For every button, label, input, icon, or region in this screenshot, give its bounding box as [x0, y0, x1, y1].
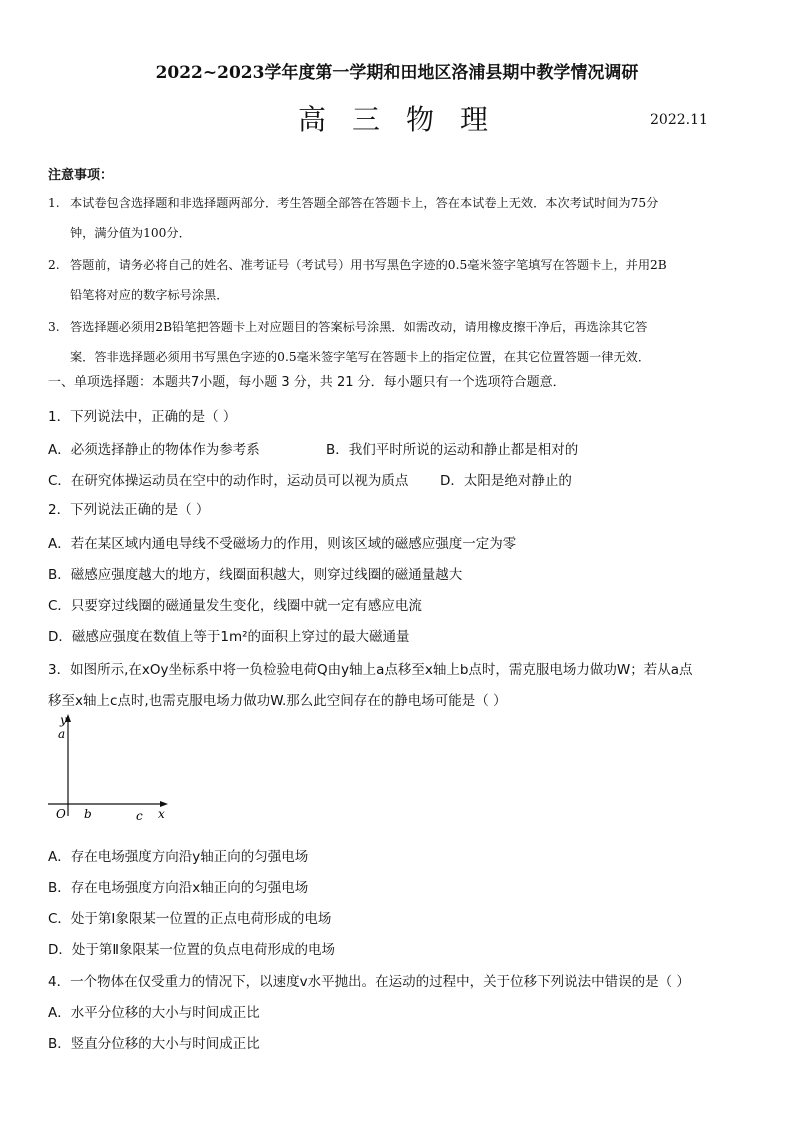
notice-number: 3.: [48, 320, 60, 334]
section-heading: 一、单项选择题：本题共7小题，每小题 3 分，共 21 分．每小题只有一个选项符合题意．: [48, 375, 566, 390]
notice-item: [48, 188, 748, 248]
point-c-label: c: [136, 809, 143, 823]
exam-title: 2022~2023学年度第一学期和田地区洛浦县期中教学情况调研: [155, 63, 639, 83]
option-a: A．必须选择静止的物体作为参考系: [48, 442, 260, 458]
option-a: A．存在电场强度方向沿y轴正向的匀强电场: [48, 849, 309, 865]
notice-number: 1.: [48, 196, 60, 210]
point-a-label: a: [58, 727, 66, 741]
notice-text-cont: 钟，满分值为100分．: [70, 226, 191, 240]
coordinate-figure: [44, 712, 174, 836]
notice-item: [48, 250, 748, 310]
option-c: C．在研究体操运动员在空中的动作时，运动员可以视为质点: [48, 473, 409, 489]
option-a: A．水平分位移的大小与时间成正比: [48, 1005, 260, 1021]
y-label: y: [60, 713, 67, 727]
option-b: B．竖直分位移的大小与时间成正比: [48, 1036, 260, 1052]
option-d: D．处于第Ⅱ象限某一位置的负点电荷形成的电场: [48, 942, 336, 958]
option-b: B．我们平时所说的运动和静止都是相对的: [326, 442, 579, 458]
x-label: x: [158, 807, 165, 821]
notice-text: 本试卷包含选择题和非选择题两部分．考生答题全部答在答题卡上，答在本试卷上无效．本次考试时间为75分: [70, 196, 659, 210]
notice-text: 答选择题必须用2B铅笔把答题卡上对应题目的答案标号涂黑．如需改动，请用橡皮擦干净后，再选涂其它答: [70, 320, 648, 334]
notice-item: [48, 312, 748, 372]
question-stem: 2．下列说法正确的是（ ）: [48, 502, 210, 518]
option-c: C．只要穿过线圈的磁通量发生变化，线圈中就一定有感应电流: [48, 598, 422, 614]
notice-text-cont: 案．答非选择题必须用书写黑色字迹的0.5毫米签字笔写在答题卡上的指定位置，在其它位置答题一律无效．: [70, 350, 651, 364]
question-stem: 4．一个物体在仅受重力的情况下，以速度v水平抛出。在运动的过程中，关于位移下列说法中错误的是（ ）: [48, 974, 690, 990]
question-stem: 3．如图所示,在xOy坐标系中将一负检验电荷Q由y轴上a点移至x轴上b点时，需克服电场力做功W；若从a点: [48, 662, 693, 678]
origin-label: O: [56, 807, 66, 821]
point-b-label: b: [84, 807, 92, 821]
notice-heading: 注意事项：: [48, 168, 114, 183]
notice-text: 答题前，请务必将自己的姓名、准考证号（考试号）用书写黑色字迹的0.5毫米签字笔填写在答题卡上，并用2B: [70, 258, 667, 272]
option-a: A．若在某区域内通电导线不受磁场力的作用，则该区域的磁感应强度一定为零: [48, 536, 517, 552]
option-d: D．磁感应强度在数值上等于1m²的面积上穿过的最大磁通量: [48, 629, 410, 645]
question-stem: 1．下列说法中，正确的是（ ）: [48, 409, 237, 425]
option-d: D．太阳是绝对静止的: [440, 473, 572, 489]
notice-number: 2.: [48, 258, 60, 272]
notice-text-cont: 铅笔将对应的数字标号涂黑．: [70, 288, 229, 302]
question-stem-cont: 移至x轴上c点时,也需克服电场力做功W.那么此空间存在的静电场可能是（ ）: [48, 693, 507, 709]
subject-title: 高三物理: [298, 103, 515, 136]
option-b: B．存在电场强度方向沿x轴正向的匀强电场: [48, 880, 309, 896]
option-c: C．处于第Ⅰ象限某一位置的正点电荷形成的电场: [48, 911, 332, 927]
exam-date: 2022.11: [650, 112, 708, 128]
option-b: B．磁感应强度越大的地方，线圈面积越大，则穿过线圈的磁通量越大: [48, 567, 463, 583]
